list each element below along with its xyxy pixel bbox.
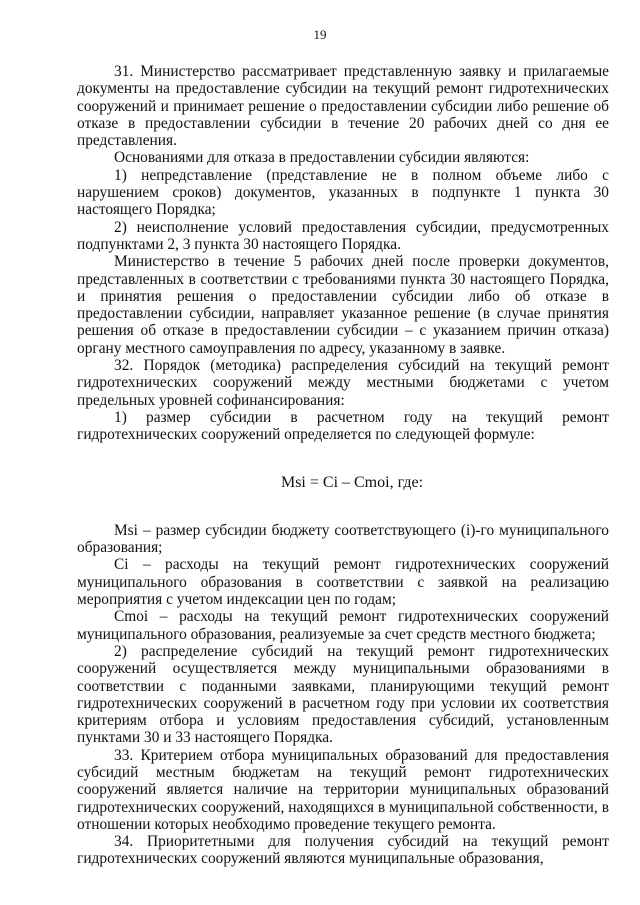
subsidy-formula-text: Msi = Ci – Cmoi, где: xyxy=(280,473,424,491)
paragraph-32-item-2: 2) распределение субсидий на текущий ремонт гидротехнических сооружений осуществляется между муниципальными образованиями в соответствии с поданными заявками, планирующими текущий ремонт гидротехнических сооружений в расчетном году при условии их соответствия критериям отбора и условиям предоставления субсидий, установленным пунктами 30 и 33 настоящего Порядка. xyxy=(77,642,609,747)
paragraph-31: 31. Министерство рассматривает представленную заявку и прилагаемые документы на предоставление субсидии на текущий ремонт гидротехнических сооружений и принимает решение о предоставлении субсидии либо решение об отказе в предоставлении субсидии в течение 20 рабочих дней со дня ее представления. xyxy=(77,63,609,150)
paragraph-32: 32. Порядок (методика) распределения субсидий на текущий ремонт гидротехнических сооружений между местными бюджетами с учетом предельных уровней софинансирования: xyxy=(77,357,609,409)
paragraph-ministry-decision: Министерство в течение 5 рабочих дней после проверки документов, представленных в соответствии с требованиями пункта 30 настоящего Порядка, и принятия решения о предоставлении субсидии либо об отказе в предоставлении субсидии, направляет указанное решение (в случае принятия решения об отказе в предоставлении субсидии – с указанием причин отказа) органу местного самоуправления по адресу, указанному в заявке. xyxy=(77,253,609,357)
paragraph-msi-definition: Msi – размер субсидии бюджету соответствующего (i)-го муниципального образования; xyxy=(77,521,609,557)
page-number: 19 xyxy=(313,27,327,42)
paragraph-34: 34. Приоритетными для получения субсидий на текущий ремонт гидротехнических сооружений являются муниципальные образования, xyxy=(77,833,609,868)
paragraph-refusal-ground-2: 2) неисполнение условий предоставления субсидии, предусмотренных подпунктами 2, 3 пункта 30 настоящего Порядка. xyxy=(77,218,609,253)
paragraph-refusal-ground-1: 1) непредставление (представление не в полном объеме либо с нарушением сроков) документов, указанных в подпункте 1 пункта 30 настоящего Порядка; xyxy=(77,166,609,219)
paragraph-32-item-1: 1) размер субсидии в расчетном году на текущий ремонт гидротехнических сооружений определяется по следующей формуле: xyxy=(77,408,609,444)
subsidy-formula xyxy=(77,444,609,522)
paragraph-cmoi-definition: Cmoi – расходы на текущий ремонт гидротехнических сооружений муниципального образования, реализуемые за счет средств местного бюджета; xyxy=(77,608,609,643)
paragraph-ci-definition: Ci – расходы на текущий ремонт гидротехнических сооружений муниципального образования в соответствии с заявкой на реализацию мероприятия с учетом индексации цен по годам; xyxy=(77,556,609,609)
document-body xyxy=(77,63,609,868)
paragraph-refusal-grounds: Основаниями для отказа в предоставлении субсидии являются: xyxy=(114,149,530,167)
paragraph-33: 33. Критерием отбора муниципальных образований для предоставления субсидий местным бюджетам на текущий ремонт гидротехнических сооружений является наличие на территории муниципальных образований гидротехнических сооружений, находящихся в муниципальной собственности, в отношении которых необходимо проведение текущего ремонта. xyxy=(77,746,609,833)
